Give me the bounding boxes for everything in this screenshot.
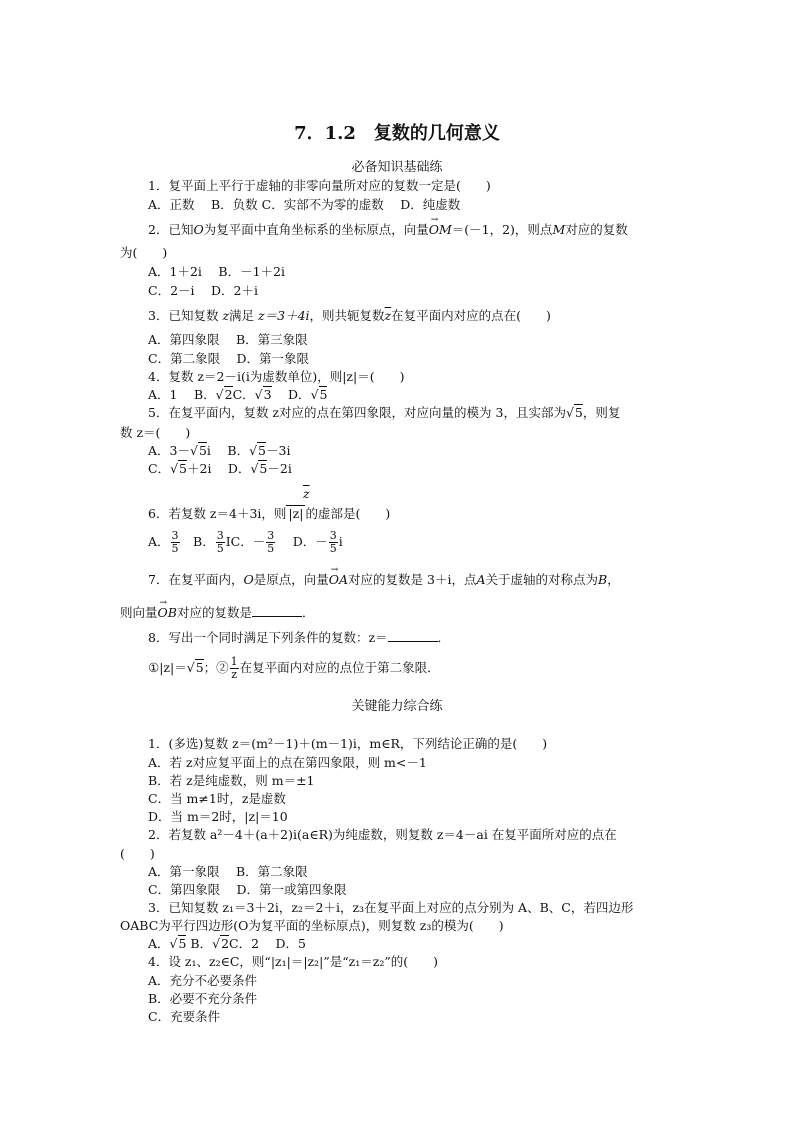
q5-stem: 5．在复平面内，复数 z对应的点在第四象限，对应向量的模为 3，且实部为√5，则复	[148, 405, 621, 420]
p4-option-a: A．充分不必要条件	[148, 973, 258, 988]
section-heading-basic: 必备知识基础练	[351, 160, 443, 175]
q8-line2: ①|z|＝√5；② $\frac{1}{z}$ 在复平面内对应的点位于第二象限．	[148, 655, 440, 681]
p2-options-cd: C．第四象限 D．第一或第四象限	[148, 882, 347, 897]
q6-denominator: |z|	[288, 506, 304, 521]
p3-options: A．√5 B．√2C．2 D．5	[148, 936, 307, 951]
q8-line1: 8．写出一个同时满足下列条件的复数：z＝ ．	[148, 630, 451, 645]
q4-stem: 4．复数 z＝2－i(i为虚数单位)，则|z|＝( )	[148, 369, 405, 384]
q2-options-ab: A．1＋2i B．－1＋2i	[148, 264, 285, 279]
q5-options-ab: A．3－√5i B．√5－3i	[148, 443, 291, 458]
q6-stem: 6．若复数 z＝4＋3i，则 |z| 的虚部是( )	[148, 506, 391, 521]
vector-om: → OM	[429, 222, 452, 238]
p1-option-c: C．当 m≠1时，z是虚数	[148, 791, 286, 806]
page-title: 7．1.2 复数的几何意义	[294, 123, 500, 144]
p3-line2: OABC为平行四边形(O为复平面的坐标原点)，则复数 z₃的模为( )	[120, 918, 504, 933]
q3-options-ab: A．第四象限 B．第三象限	[148, 332, 308, 347]
q3-options-cd: C．第二象限 D．第一象限	[148, 351, 310, 366]
p1-option-b: B．若 z是纯虚数，则 m＝±1	[148, 773, 315, 788]
p4-stem: 4．设 z₁、z₂∈C，则“|z₁|＝|z₂|”是“z₁＝z₂”的( )	[148, 954, 438, 969]
p4-option-c: C．充要条件	[148, 1009, 221, 1024]
q4-options: A．1 B．√2C．√3 D．√5	[148, 387, 328, 402]
q1-stem: 1．复平面上平行于虚轴的非零向量所对应的复数一定是( )	[148, 178, 491, 193]
p3-line1: 3．已知复数 z₁＝3＋2i，z₂＝2＋i，z₃在复平面上对应的点分别为 A、B、C，若四边形	[148, 900, 634, 915]
p1-stem: 1．(多选)复数 z＝(m²－1)＋(m－1)i，m∈R，下列结论正确的是( )	[148, 736, 548, 751]
answer-blank[interactable]	[252, 605, 302, 617]
p2-stem: 2．若复数 a²－4＋(a＋2)i(a∈R)为纯虚数，则复数 z＝4－ai 在复平面所对应的点在	[148, 827, 617, 842]
z-conjugate: $\overline{z}$	[384, 308, 392, 323]
q1-options: A．正数 B．负数 C．实部不为零的虚数 D．纯虚数	[148, 197, 461, 212]
q2-stem-cont: 为( )	[120, 245, 168, 260]
p2-options-ab: A．第一象限 B．第二象限	[148, 864, 308, 879]
q7-line1: 7．在复平面内，O是原点，向量→ OA对应的复数是 3＋i，点A关于虚轴的对称点为B，	[148, 572, 620, 588]
p1-option-a: A．若 z对应复平面上的点在第四象限，则 m<－1	[148, 755, 427, 770]
q5-stem-cont: 数 z＝( )	[120, 425, 191, 440]
q6-numerator-zbar: $\overline{z}$	[303, 486, 310, 501]
q2-stem: 2．已知O为复平面中直角坐标系的坐标原点，向量→ OM＝(－1，2)，则点M对应的复数	[148, 222, 628, 238]
p1-option-d: D．当 m＝2时，|z|＝10	[148, 809, 288, 824]
section-heading-ability: 关键能力综合练	[351, 699, 443, 714]
q3-stem: 3．已知复数 z满足 z＝3＋4i，则共轭复数$\overline{z}$在复平面内对应的点在( )	[148, 308, 551, 323]
p4-option-b: B．必要不充分条件	[148, 991, 258, 1006]
answer-blank[interactable]	[388, 630, 438, 642]
q6-options: A． $\frac{3}{5}$ B． $\frac{3}{5}$ IC．－ $\frac{3}{5}$ D．－ $\frac{3}{5}$ i	[148, 529, 343, 555]
q5-options-cd: C．√5＋2i D．√5－2i	[148, 461, 292, 476]
p2-stem-cont: ( )	[120, 846, 155, 861]
q7-line2: 则向量→ OB对应的复数是 ．	[120, 605, 314, 621]
q2-options-cd: C．2－i D．2＋i	[148, 283, 258, 298]
